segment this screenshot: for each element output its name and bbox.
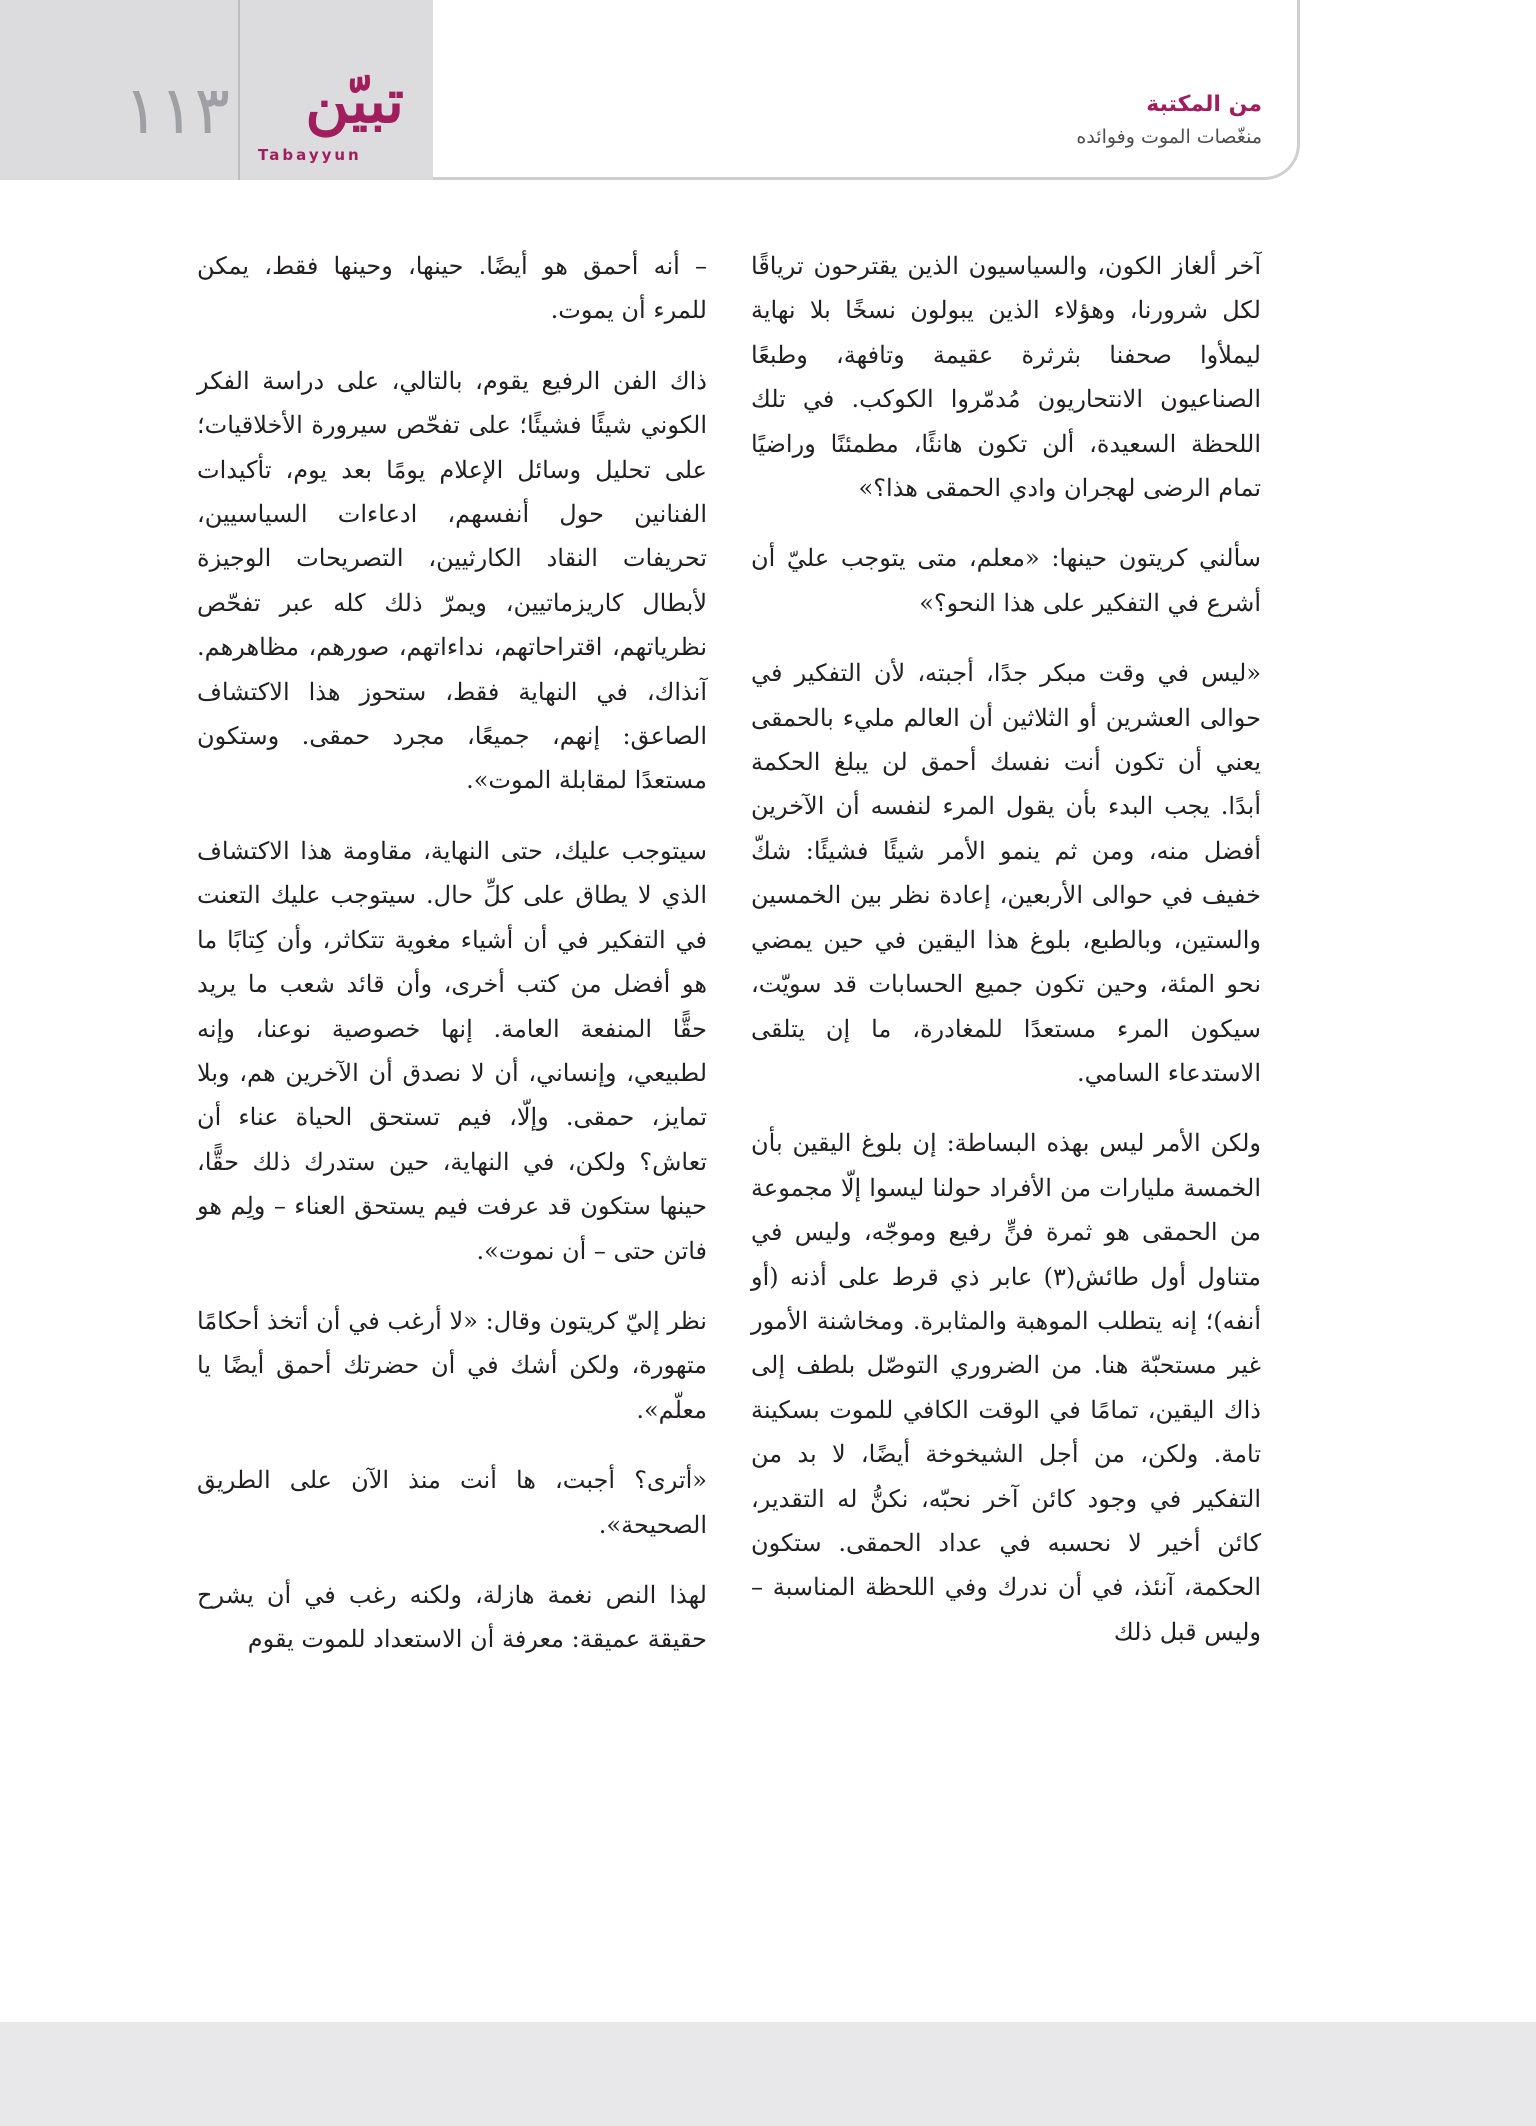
- logo-latin: Tabayyun: [258, 146, 362, 164]
- page-number: ١١٣: [123, 72, 230, 149]
- paragraph: «ليس في وقت مبكر جدًا، أجبته، لأن التفكير في حوالى العشرين أو الثلاثين أن العالم مليء بالحمقى يعني أن تكون أنت نفسك أحمق لن يبلغ الحكمة أبدًا. يجب البدء بأن يقول المرء لنفسه أن الآخرين أفضل منه، ومن ثم ينمو الأمر شيئًا فشيئًا: شكّ خفيف في حوالى الأربعين، إعادة نظر بين الخمسين والستين، وبالطبع، بلوغ هذا اليقين في حين يمضي نحو المئة، وحين تكون جميع الحسابات قد سويّت، سيكون المرء مستعدًا للمغادرة، ما إن يتلقى الاستدعاء السامي.: [751, 659, 1261, 1087]
- article-column-right: [751, 244, 1261, 1680]
- logo-arabic: تبيّن: [305, 67, 404, 137]
- section-label: من المكتبة: [1146, 92, 1262, 117]
- paragraph: – أنه أحمق هو أيضًا. حينها، وحينها فقط، يمكن للمرء أن يموت.: [197, 252, 707, 325]
- magazine-logo: [250, 67, 410, 168]
- paragraph: نظر إليّ كريتون وقال: «لا أرغب في أن أتخذ أحكامًا متهورة، ولكن أشك في أن حضرتك أحمق أيضًا يا معلّم».: [197, 1306, 707, 1424]
- section-subtitle: منغّصات الموت وفوائده: [1076, 126, 1262, 148]
- header-divider: [238, 0, 240, 180]
- article-column-left: [197, 244, 707, 1688]
- paragraph: لهذا النص نغمة هازلة، ولكنه رغب في أن يشرح حقيقة عميقة: معرفة أن الاستعداد للموت يقوم: [197, 1580, 707, 1654]
- paragraph: سألني كريتون حينها: «معلم، متى يتوجب عليّ أن أشرع في التفكير على هذا النحو؟»: [751, 544, 1261, 617]
- paragraph: ولكن الأمر ليس بهذه البساطة: إن بلوغ اليقين بأن الخمسة مليارات من الأفراد حولنا ليسوا إلّا مجموعة من الحمقى هو ثمرة فنٍّ رفيع وموجّه، وليس في متناول أول طائش(٣) عابر ذي قرط على أذنه (أو أنفه)؛ إنه يتطلب الموهبة والمثابرة. ومخاشنة الأمور غير مستحبّة هنا. من الضروري التوصّل بلطف إلى ذاك اليقين، تمامًا في الوقت الكافي للموت بسكينة تامة. ولكن، من أجل الشيخوخة أيضًا، لا بد من التفكير في وجود كائن آخر نحبّه، نكنُّ له التقدير، كائن أخير لا نحسبه في عداد الحمقى. ستكون الحكمة، آنئذ، في أن ندرك وفي اللحظة المناسبة – وليس قبل ذلك: [751, 1129, 1261, 1646]
- paragraph: سيتوجب عليك، حتى النهاية، مقاومة هذا الاكتشاف الذي لا يطاق على كلِّ حال. سيتوجب عليك التعنت في التفكير في أن أشياء مغوية تتكاثر، وأن كِتابًا ما هو أفضل من كتب أخرى، وأن قائد شعب ما يريد حقًّا المنفعة العامة. إنها خصوصية نوعنا، وإنه لطبيعي، وإنساني، أن لا نصدق أن الآخرين هم، وبلا تمايز، حمقى. وإلّا، فيم تستحق الحياة عناء أن تعاش؟ ولكن، في النهاية، حين ستدرك ذلك حقًّا، حينها ستكون قد عرفت فيم يستحق العناء – ولِم هو فاتن حتى – أن نموت».: [197, 836, 707, 1265]
- paragraph: ذاك الفن الرفيع يقوم، بالتالي، على دراسة الفكر الكوني شيئًا فشيئًا؛ على تفحّص سيرورة الأخلاقيات؛ على تحليل وسائل الإعلام يومًا بعد يوم، تأكيدات الفنانين حول أنفسهم، ادعاءات السياسيين، تحريفات النقاد الكارثيين، التصريحات الوجيزة لأبطال كاريزماتيين، ويمرّ ذلك كله عبر تفحّص نظرياتهم، اقتراحاتهم، نداءاتهم، صورهم، مظاهرهم. آنذاك، في النهاية فقط، ستحوز هذا الاكتشاف الصاعق: إنهم، جميعًا، مجرد حمقى. وستكون مستعدًا لمقابلة الموت».: [197, 366, 707, 795]
- paragraph: «أترى؟ أجبت، ها أنت منذ الآن على الطريق الصحيحة».: [197, 1466, 707, 1539]
- paragraph: آخر ألغاز الكون، والسياسيون الذين يقترحون ترياقًا لكل شرورنا، وهؤلاء الذين يبولون نسخًا بلا نهاية ليملأوا صحفنا بثرثرة عقيمة وتافهة، وطبعًا الصناعيون الانتحاريون مُدمّروا الكوكب. في تلك اللحظة السعيدة، ألن تكون هانئًا، مطمئنًا وراضيًا تمام الرضى لهجران وادي الحمقى هذا؟»: [751, 252, 1261, 503]
- footer-band: [0, 2022, 1536, 2126]
